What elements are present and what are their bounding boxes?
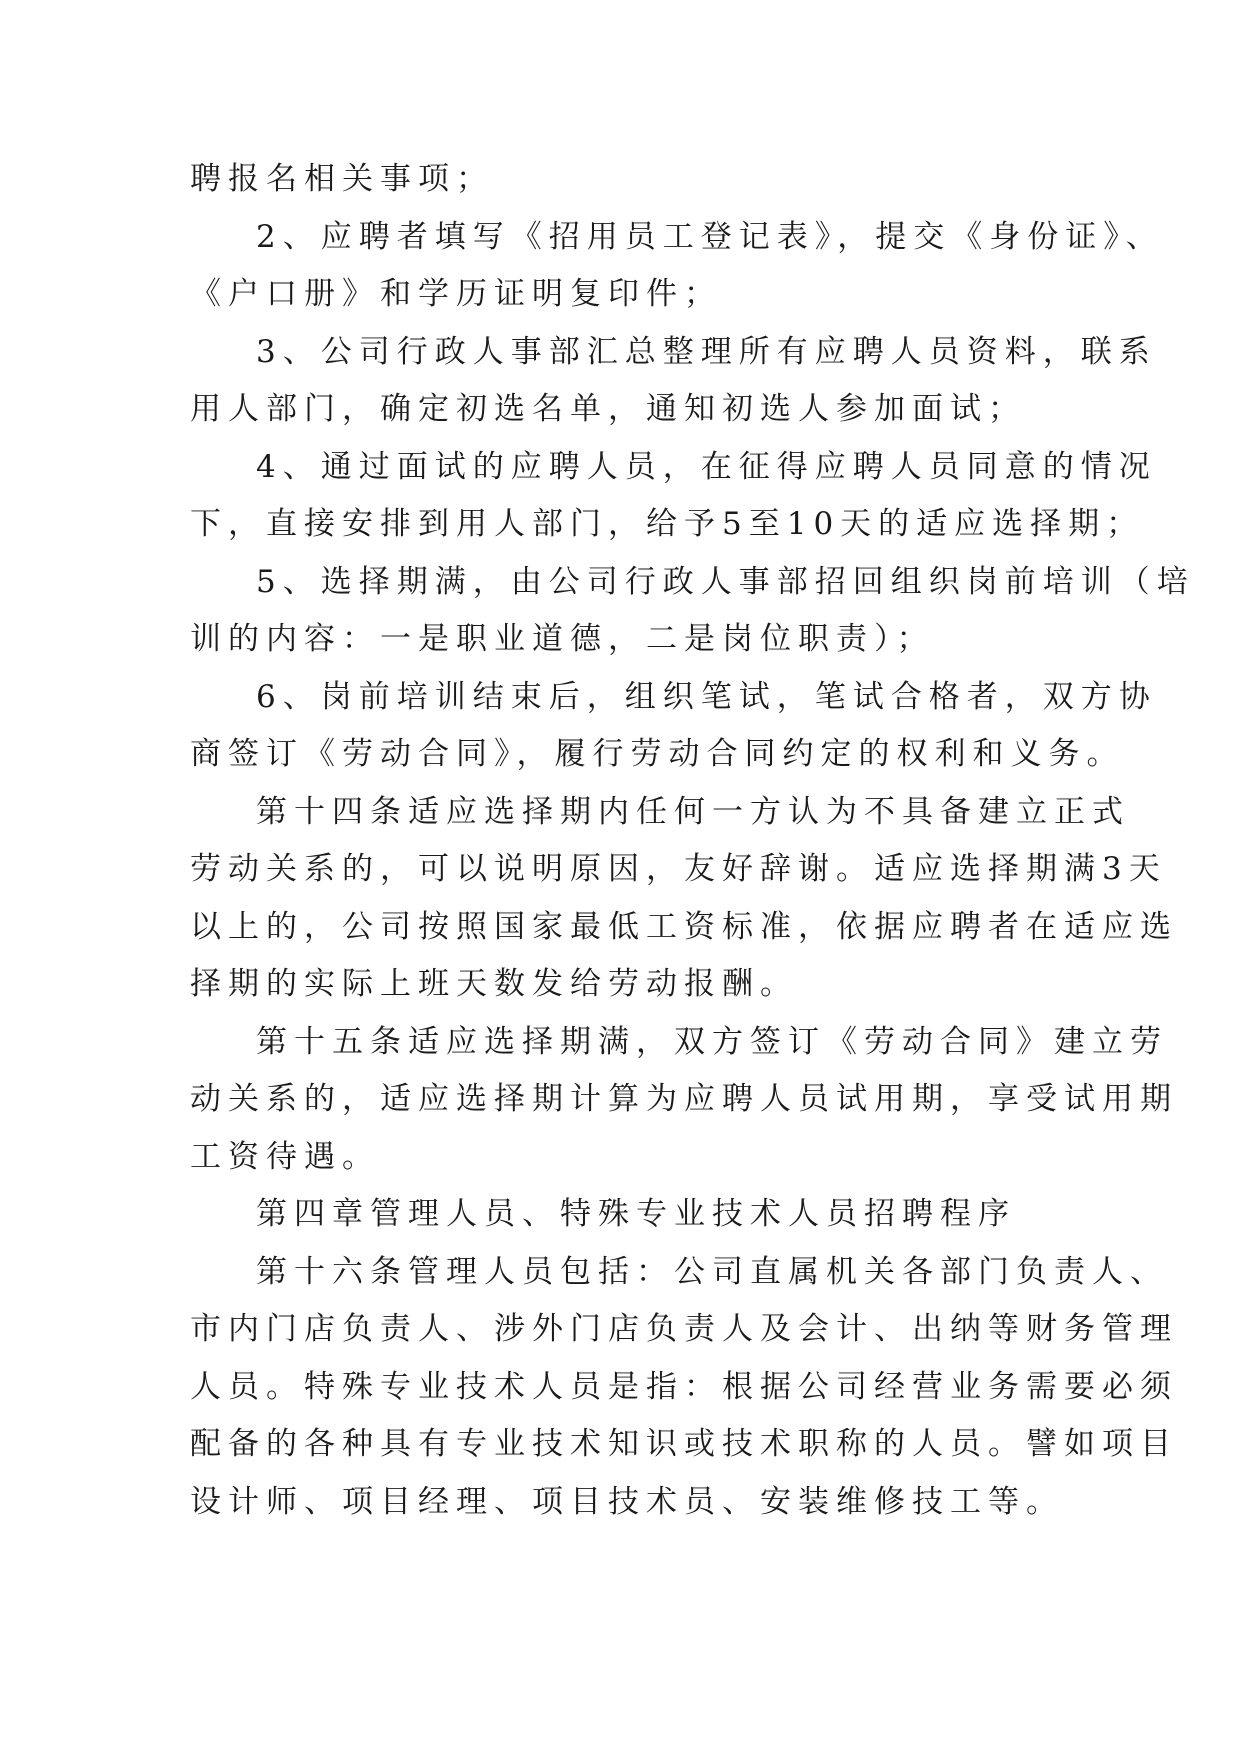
text-line: 人员。特殊专业技术人员是指：根据公司经营业务需要必须 <box>190 1368 1178 1405</box>
text-line: 第十四条适应选择期内任何一方认为不具备建立正式 <box>256 793 1130 830</box>
text-line: 配备的各种具有专业技术知识或技术职称的人员。譬如项目 <box>190 1426 1178 1462</box>
text-line: 第十六条管理人员包括：公司直属机关各部门负责人、 <box>256 1253 1168 1290</box>
text-line: 以上的，公司按照国家最低工资标准，依据应聘者在适应选 <box>190 908 1178 945</box>
text-line: 市内门店负责人、涉外门店负责人及会计、出纳等财务管理 <box>190 1311 1178 1347</box>
text-line: 2、应聘者填写《招用员工登记表》，提交《身份证》、 <box>256 218 1164 255</box>
text-line: 4、通过面试的应聘人员，在征得应聘人员同意的情况 <box>256 448 1157 485</box>
text-line: 劳动关系的，可以说明原因，友好辞谢。适应选择期满3天 <box>190 851 1167 887</box>
text-line: 5、选择期满，由公司行政人事部招回组织岗前培训（培 <box>256 563 1195 600</box>
text-line: 设计师、项目经理、项目技术员、安装维修技工等。 <box>190 1483 1064 1520</box>
text-line: 聘报名相关事项； <box>190 161 494 197</box>
text-line: 用人部门，确定初选名单，通知初选人参加面试； <box>190 391 1026 427</box>
text-line: 第十五条适应选择期满，双方签订《劳动合同》建立劳 <box>256 1023 1168 1060</box>
text-line: 3、公司行政人事部汇总整理所有应聘人员资料，联系 <box>256 333 1157 370</box>
text-line: 《户口册》和学历证明复印件； <box>190 276 722 312</box>
chapter-heading: 第四章管理人员、特殊专业技术人员招聘程序 <box>256 1196 1016 1232</box>
text-line: 训的内容：一是职业道德，二是岗位职责）； <box>190 621 935 657</box>
text-line: 商签订《劳动合同》，履行劳动合同约定的权利和义务。 <box>190 736 1125 772</box>
text-line: 下，直接安排到用人部门，给予5至10天的适应选择期； <box>190 506 1145 542</box>
document-body <box>190 160 1195 1540</box>
text-line: 择期的实际上班天数发给劳动报酬。 <box>190 966 798 1002</box>
text-line: 6、岗前培训结束后，组织笔试，笔试合格者，双方协 <box>256 678 1157 715</box>
text-line: 工资待遇。 <box>190 1138 380 1175</box>
text-line: 动关系的，适应选择期计算为应聘人员试用期，享受试用期 <box>190 1081 1178 1117</box>
